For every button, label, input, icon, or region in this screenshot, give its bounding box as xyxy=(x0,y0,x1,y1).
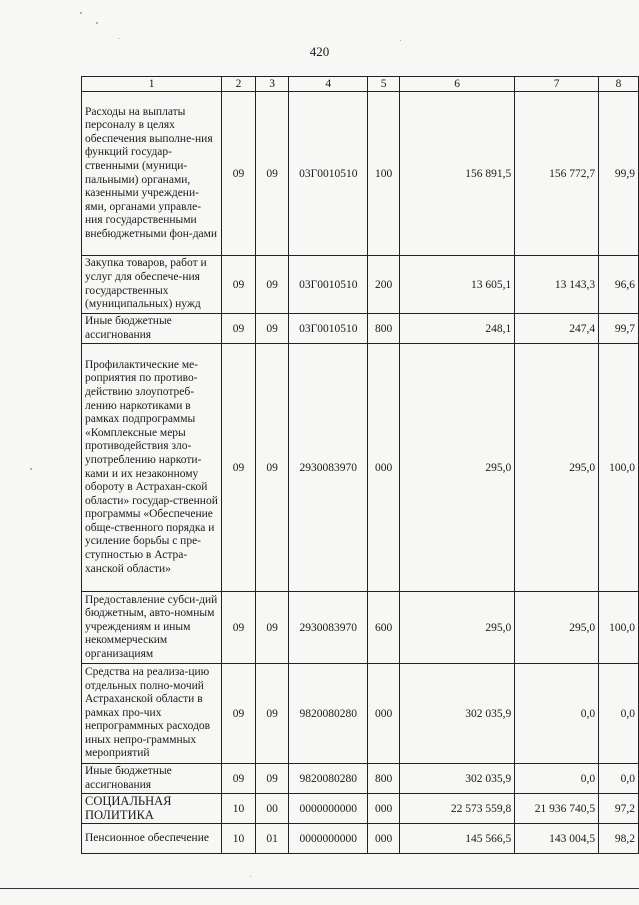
row-planned: 302 035,9 xyxy=(399,664,514,764)
row-planned: 13 605,1 xyxy=(399,256,514,314)
row-planned: 145 566,5 xyxy=(399,824,514,854)
scan-speck xyxy=(118,38,119,39)
row-planned: 295,0 xyxy=(399,592,514,664)
page-bottom-rule xyxy=(0,888,639,889)
row-target-code: 0000000000 xyxy=(289,794,368,824)
header-col-6: 6 xyxy=(399,77,514,92)
row-executed: 156 772,7 xyxy=(515,92,599,256)
row-expense-type: 000 xyxy=(368,344,400,592)
header-col-5: 5 xyxy=(368,77,400,92)
row-planned: 302 035,9 xyxy=(399,764,514,794)
row-section: 09 xyxy=(222,256,256,314)
row-name: Расходы на выплаты персоналу в целях обеспечения выполне-ния функций государ-ственными (муници-пальными) органами, казенными учреждени-ями, органами управле-ния государственными внебюджетными фон-дами xyxy=(82,92,222,256)
row-section: 09 xyxy=(222,92,256,256)
row-percent: 100,0 xyxy=(599,344,639,592)
row-target-code: 03Г0010510 xyxy=(289,314,368,344)
row-subsection: 01 xyxy=(255,824,289,854)
header-col-1: 1 xyxy=(82,77,222,92)
row-percent: 99,7 xyxy=(599,314,639,344)
row-subsection: 00 xyxy=(255,794,289,824)
scan-speck xyxy=(96,22,98,24)
table-row xyxy=(82,764,639,794)
row-section: 09 xyxy=(222,592,256,664)
row-name: Пенсионное обеспечение xyxy=(82,824,222,854)
row-section: 09 xyxy=(222,664,256,764)
row-expense-type: 000 xyxy=(368,794,400,824)
row-target-code: 0000000000 xyxy=(289,824,368,854)
header-col-2: 2 xyxy=(222,77,256,92)
row-section: 10 xyxy=(222,794,256,824)
header-col-3: 3 xyxy=(255,77,289,92)
row-executed: 295,0 xyxy=(515,344,599,592)
row-subsection: 09 xyxy=(255,256,289,314)
row-percent: 0,0 xyxy=(599,664,639,764)
row-expense-type: 100 xyxy=(368,92,400,256)
table-row xyxy=(82,794,639,824)
row-executed: 21 936 740,5 xyxy=(515,794,599,824)
scan-speck xyxy=(400,40,401,41)
row-target-code: 2930083970 xyxy=(289,344,368,592)
row-expense-type: 000 xyxy=(368,664,400,764)
row-subsection: 09 xyxy=(255,344,289,592)
row-target-code: 2930083970 xyxy=(289,592,368,664)
row-expense-type: 800 xyxy=(368,764,400,794)
row-percent: 0,0 xyxy=(599,764,639,794)
row-expense-type: 800 xyxy=(368,314,400,344)
row-target-code: 9820080280 xyxy=(289,764,368,794)
row-planned: 248,1 xyxy=(399,314,514,344)
table-row xyxy=(82,344,639,592)
page-number: 420 xyxy=(309,44,330,59)
row-executed: 0,0 xyxy=(515,664,599,764)
row-section: 10 xyxy=(222,824,256,854)
table-row xyxy=(82,256,639,314)
table-header-row xyxy=(82,77,639,92)
row-percent: 99,9 xyxy=(599,92,639,256)
row-planned: 295,0 xyxy=(399,344,514,592)
row-percent: 97,2 xyxy=(599,794,639,824)
table-row xyxy=(82,824,639,854)
row-name: Предоставление субси-дий бюджетным, авто-номным учреждениям и иным некоммерческим организациям xyxy=(82,592,222,664)
row-executed: 295,0 xyxy=(515,592,599,664)
row-executed: 0,0 xyxy=(515,764,599,794)
row-name: Закупка товаров, работ и услуг для обеспече-ния государственных (муниципальных) нужд xyxy=(82,256,222,314)
header-col-4: 4 xyxy=(289,77,368,92)
row-subsection: 09 xyxy=(255,314,289,344)
row-percent: 100,0 xyxy=(599,592,639,664)
row-subsection: 09 xyxy=(255,764,289,794)
header-col-7: 7 xyxy=(515,77,599,92)
header-col-8: 8 xyxy=(599,77,639,92)
row-expense-type: 200 xyxy=(368,256,400,314)
row-target-code: 9820080280 xyxy=(289,664,368,764)
scan-speck xyxy=(80,12,82,14)
row-name: Средства на реализа-цию отдельных полно-мочий Астраханской области в рамках про-чих непрограммных расходов иных непро-граммных мероприятий xyxy=(82,664,222,764)
row-target-code: 03Г0010510 xyxy=(289,92,368,256)
row-name: Профилактические ме-роприятия по противо-действию злоупотреб-лению наркотиками в рамках подпрограммы «Комплексные меры противодействия зло-употреблению наркоти-ками и их незаконному обороту в Астрахан-ской области» государ-ственной программы «Обеспечение обще-ственного порядка и усиление борьбы с пре-ступностью в Астра-ханской области» xyxy=(82,344,222,592)
row-expense-type: 000 xyxy=(368,824,400,854)
row-planned: 22 573 559,8 xyxy=(399,794,514,824)
row-planned: 156 891,5 xyxy=(399,92,514,256)
scan-speck xyxy=(250,876,251,877)
row-section: 09 xyxy=(222,344,256,592)
table-row xyxy=(82,92,639,256)
row-executed: 143 004,5 xyxy=(515,824,599,854)
row-percent: 96,6 xyxy=(599,256,639,314)
row-name: Иные бюджетные ассигнования xyxy=(82,314,222,344)
row-target-code: 03Г0010510 xyxy=(289,256,368,314)
row-subsection: 09 xyxy=(255,92,289,256)
table-row xyxy=(82,664,639,764)
row-percent: 98,2 xyxy=(599,824,639,854)
table-row xyxy=(82,314,639,344)
row-section: 09 xyxy=(222,314,256,344)
row-section: 09 xyxy=(222,764,256,794)
row-subsection: 09 xyxy=(255,592,289,664)
row-name: СОЦИАЛЬНАЯ ПОЛИТИКА xyxy=(82,794,222,824)
scan-speck xyxy=(30,468,32,470)
row-subsection: 09 xyxy=(255,664,289,764)
row-executed: 247,4 xyxy=(515,314,599,344)
budget-table xyxy=(81,76,639,854)
row-name: Иные бюджетные ассигнования xyxy=(82,764,222,794)
table-row xyxy=(82,592,639,664)
row-expense-type: 600 xyxy=(368,592,400,664)
row-executed: 13 143,3 xyxy=(515,256,599,314)
